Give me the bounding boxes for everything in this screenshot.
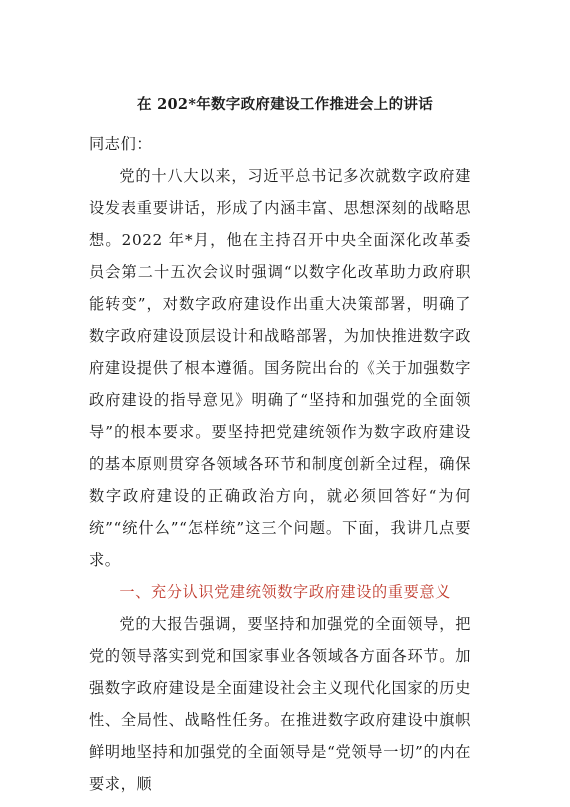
salutation: 同志们： — [89, 135, 153, 153]
section-heading-1: 一、充分认识党建统领数字政府建设的重要意义 — [119, 583, 451, 601]
document-title: 在 202*年数字政府建设工作推进会上的讲话 — [137, 96, 433, 113]
paragraph-section-1: 党的大报告强调，要坚持和加强党的全面领导，把党的领导落实到党和国家事业各领域各方面各环节。加强数字政府建设是全面建设社会主义现代化国家的历史性、全局性、战略性任务。在推进数字政府建设中旗帜鲜明地坚持和加强党的全面领导是“党领导一切”的内在要求，顺 — [89, 615, 471, 793]
document-body — [89, 128, 471, 800]
paragraph-intro: 党的十八大以来，习近平总书记多次就数字政府建设发表重要讲话，形成了内涵丰富、思想深刻的战略思想。2022 年*月，他在主持召开中央全面深化改革委员会第二十五次会议时强调“以数字化改革助力政府职能转变”，对数字政府建设作出重大决策部署，明确了数字政府建设顶层设计和战略部署，为加快推进数字政府建设提供了根本遵循。国务院出台的《关于加强数字政府建设的指导意见》明确了“坚持和加强党的全面领导”的根本要求。要坚持把党建统领作为数字政府建设的基本原则贯穿各领域各环节和制度创新全过程，确保数字政府建设的正确政治方向，就必须回答好“为何统”“统什么”“怎样统”这三个问题。下面，我讲几点要求。 — [89, 167, 471, 569]
